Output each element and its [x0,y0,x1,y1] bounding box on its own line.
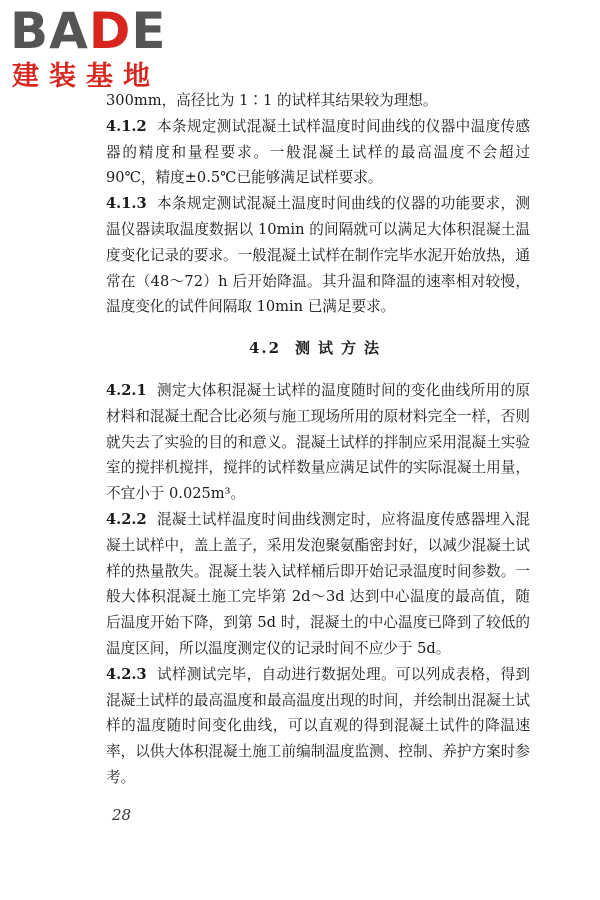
section-heading [106,336,530,362]
clause-4-2-3 [106,662,530,791]
document-body [106,88,530,791]
clause-number: 4.2.1 [106,381,147,399]
paragraph-continuation: 300mm，高径比为 1∶1 的试样其结果较为理想。 [106,92,438,109]
clause-text: 本条规定测试混凝土温度时间曲线的仪器的功能要求，测温仪器读取温度数据以 10min 的间隔就可以满足大体积混凝土温度变化记录的要求。一般混凝土试样在制作完毕水泥开始放热，通常在（48～72）h 后开始降温。其升温和降温的速率相对较慢，温度变化的试件间隔取 10min 已满足要求。 [106,195,530,316]
logo-wordmark: BADE [10,2,167,60]
clause-number: 4.1.3 [106,195,147,213]
clause-text: 混凝土试样温度时间曲线测定时，应将温度传感器埋入混凝土试样中，盖上盖子，采用发泡聚氨酯密封好，以减少混凝土试样的热量散失。混凝土装入试样桶后即开始记录温度时间参数。一般大体积混凝土施工完毕第 2d～3d 达到中心温度的最高值，随后温度开始下降，到第 5d 时，混凝土的中心温度已降到了较低的温度区间，所以温度测定仪的记录时间不应少于 5d。 [106,510,530,657]
clause-number: 4.1.2 [106,117,147,135]
clause-text: 测定大体积混凝土试样的温度随时间的变化曲线所用的原材料和混凝土配合比必须与施工现场所用的原材料完全一样，否则就失去了实验的目的和意义。混凝土试样的拌制应采用混凝土实验室的搅拌机搅拌，搅拌的试样数量应满足试件的实际混凝土用量，不宜小于 0.025m³。 [106,381,530,503]
clause-text: 本条规定测试混凝土试样温度时间曲线的仪器中温度传感器的精度和量程要求。一般混凝土试样的最高温度不会超过 90℃，精度±0.5℃已能够满足试样要求。 [106,117,530,187]
clause-number: 4.2.2 [106,510,147,528]
section-title: 测试方法 [295,339,388,358]
clause-4-1-3 [106,191,530,320]
page-number: 28 [112,806,132,824]
section-number: 4.2 [248,339,282,358]
bade-logo [10,4,180,96]
clause-4-1-2 [106,114,530,191]
logo-subtitle: 建装基地 [12,61,160,92]
clause-4-2-2 [106,507,530,662]
clause-number: 4.2.3 [106,665,147,683]
clause-4-2-1 [106,378,530,507]
clause-text: 试样测试完毕，自动进行数据处理。可以列成表格，得到混凝土试样的最高温度和最高温度出现的时间，并绘制出混凝土试样的温度随时间变化曲线，可以直观的得到混凝土试件的降温速率，以供大体积混凝土施工前编制温度监测、控制、养护方案时参考。 [106,665,530,786]
